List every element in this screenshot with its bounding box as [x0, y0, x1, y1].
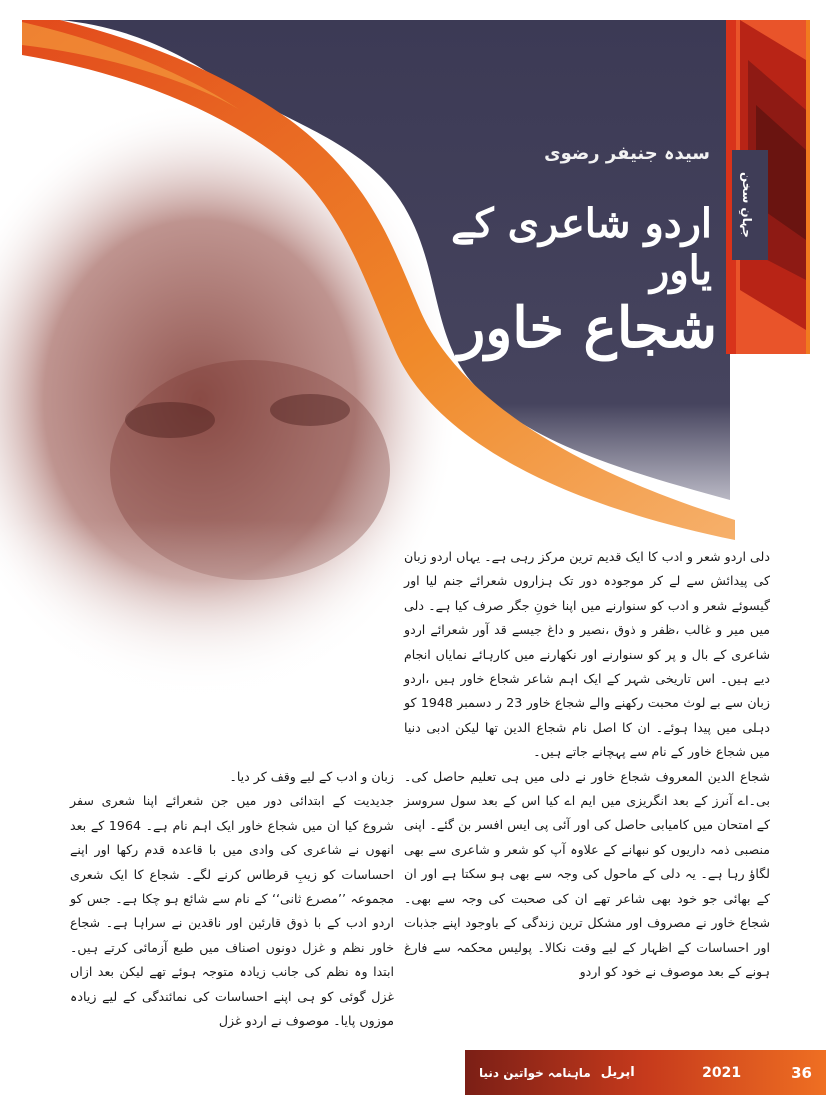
magazine-name: ماہنامہ خواتین دنیا	[479, 1065, 591, 1080]
article-title-line1: اردو شاعری کے یاور	[451, 200, 712, 294]
author-name: سیدہ جنیفر رضوی	[544, 143, 710, 164]
article-column-right	[404, 545, 770, 984]
paragraph: دلی اردو شعر و ادب کا ایک قدیم ترین مرکز رہی ہے۔ یہاں اردو زبان کی پیدائش سے لے کر موجودہ دور تک ہزاروں شعرائے جنم لیا اور گیسوئے شعر و ادب کو سنوارنے میں اپنا خونِ جگر صرف کیا ہے۔ دلی میں میر و غالب ،ظفر و ذوق ،نصیر و داغ جیسے قد آور شعرائے اردو شاعری کے بال و پر کو سنوارنے اور نکھارنے میں کارہائے نمایاں انجام دیے ہیں۔ اس تاریخی شہر کے ایک اہم شاعر شجاع خاور ہیں ،اردو زبان سے بے لوث محبت رکھنے والے شجاع خاور 23 ر دسمبر 1948 کو دہلی میں پیدا ہوئے۔ ان کا اصل نام شجاع الدین تھا لیکن ادبی دنیا میں شجاع خاور کے نام سے پہچانے جاتے ہیں۔	[404, 549, 770, 760]
paragraph: شجاع الدین المعروف شجاع خاور نے دلی میں ہی تعلیم حاصل کی۔ بی۔اے آنرز کے بعد انگریزی میں ایم اے کیا اس کے بعد سول سروسز کے امتحان میں کامیابی حاصل کی اور آئی پی ایس افسر بن گئے۔ اپنی منصبی ذمہ داریوں کو نبھانے کے علاوہ آپ کو شعر و شاعری سے بھی لگاؤ رہا ہے۔ یہ دلی کے ماحول کی وجہ سے بھی ہو سکتا ہے اور ان کے بھائی جو خود بھی شاعر تھے ان کی صحبت کی وجہ سے بھی۔ شجاع خاور نے مصروف اور مشکل ترین زندگی کے باوجود اپنے جذبات اور احساسات کے اظہار کے لیے وقت نکالا۔ پولیس محکمہ سے فارغ ہونے کے بعد موصوف نے خود کو اردو	[404, 768, 770, 979]
article-column-left	[70, 765, 394, 1033]
page-footer	[465, 1050, 826, 1095]
paragraph: جدیدیت کے ابتدائی دور میں جن شعرائے اپنا شعری سفر شروع کیا ان میں شجاع خاور ایک اہم نام ہے۔ 1964 کے بعد انھوں نے شاعری کی وادی میں با قاعدہ قدم رکھا اور اپنے احساسات کو زیبِ قرطاس کرنے لگے۔ شجاع کا ایک شعری مجموعہ ’’مصرع ثانی‘‘ کے نام سے شائع ہو چکا ہے۔ جس کو اردو ادب کے با ذوق قارئین اور ناقدین نے سراہا ہے۔ شجاع خاور نظم و غزل دونوں اصناف میں طبع آزمائی کرتے ہیں۔ ابتدا وہ نظم کی جانب زیادہ متوجہ ہوئے تھے لیکن بعد ازاں غزل گوئی کو ہی اپنے احساسات کی نمائندگی کے لیے زیادہ موزوں پایا۔ موصوف نے اردو غزل	[70, 793, 394, 1029]
issue-year: 2021	[702, 1064, 742, 1081]
article-title-line2: شجاع خاور	[458, 295, 717, 361]
issue-month: اپریل	[600, 1065, 635, 1080]
section-label: جہانِ سخن	[740, 172, 754, 238]
paragraph: زبان و ادب کے لیے وقف کر دیا۔	[229, 769, 394, 784]
page-number: 36	[791, 1063, 812, 1082]
